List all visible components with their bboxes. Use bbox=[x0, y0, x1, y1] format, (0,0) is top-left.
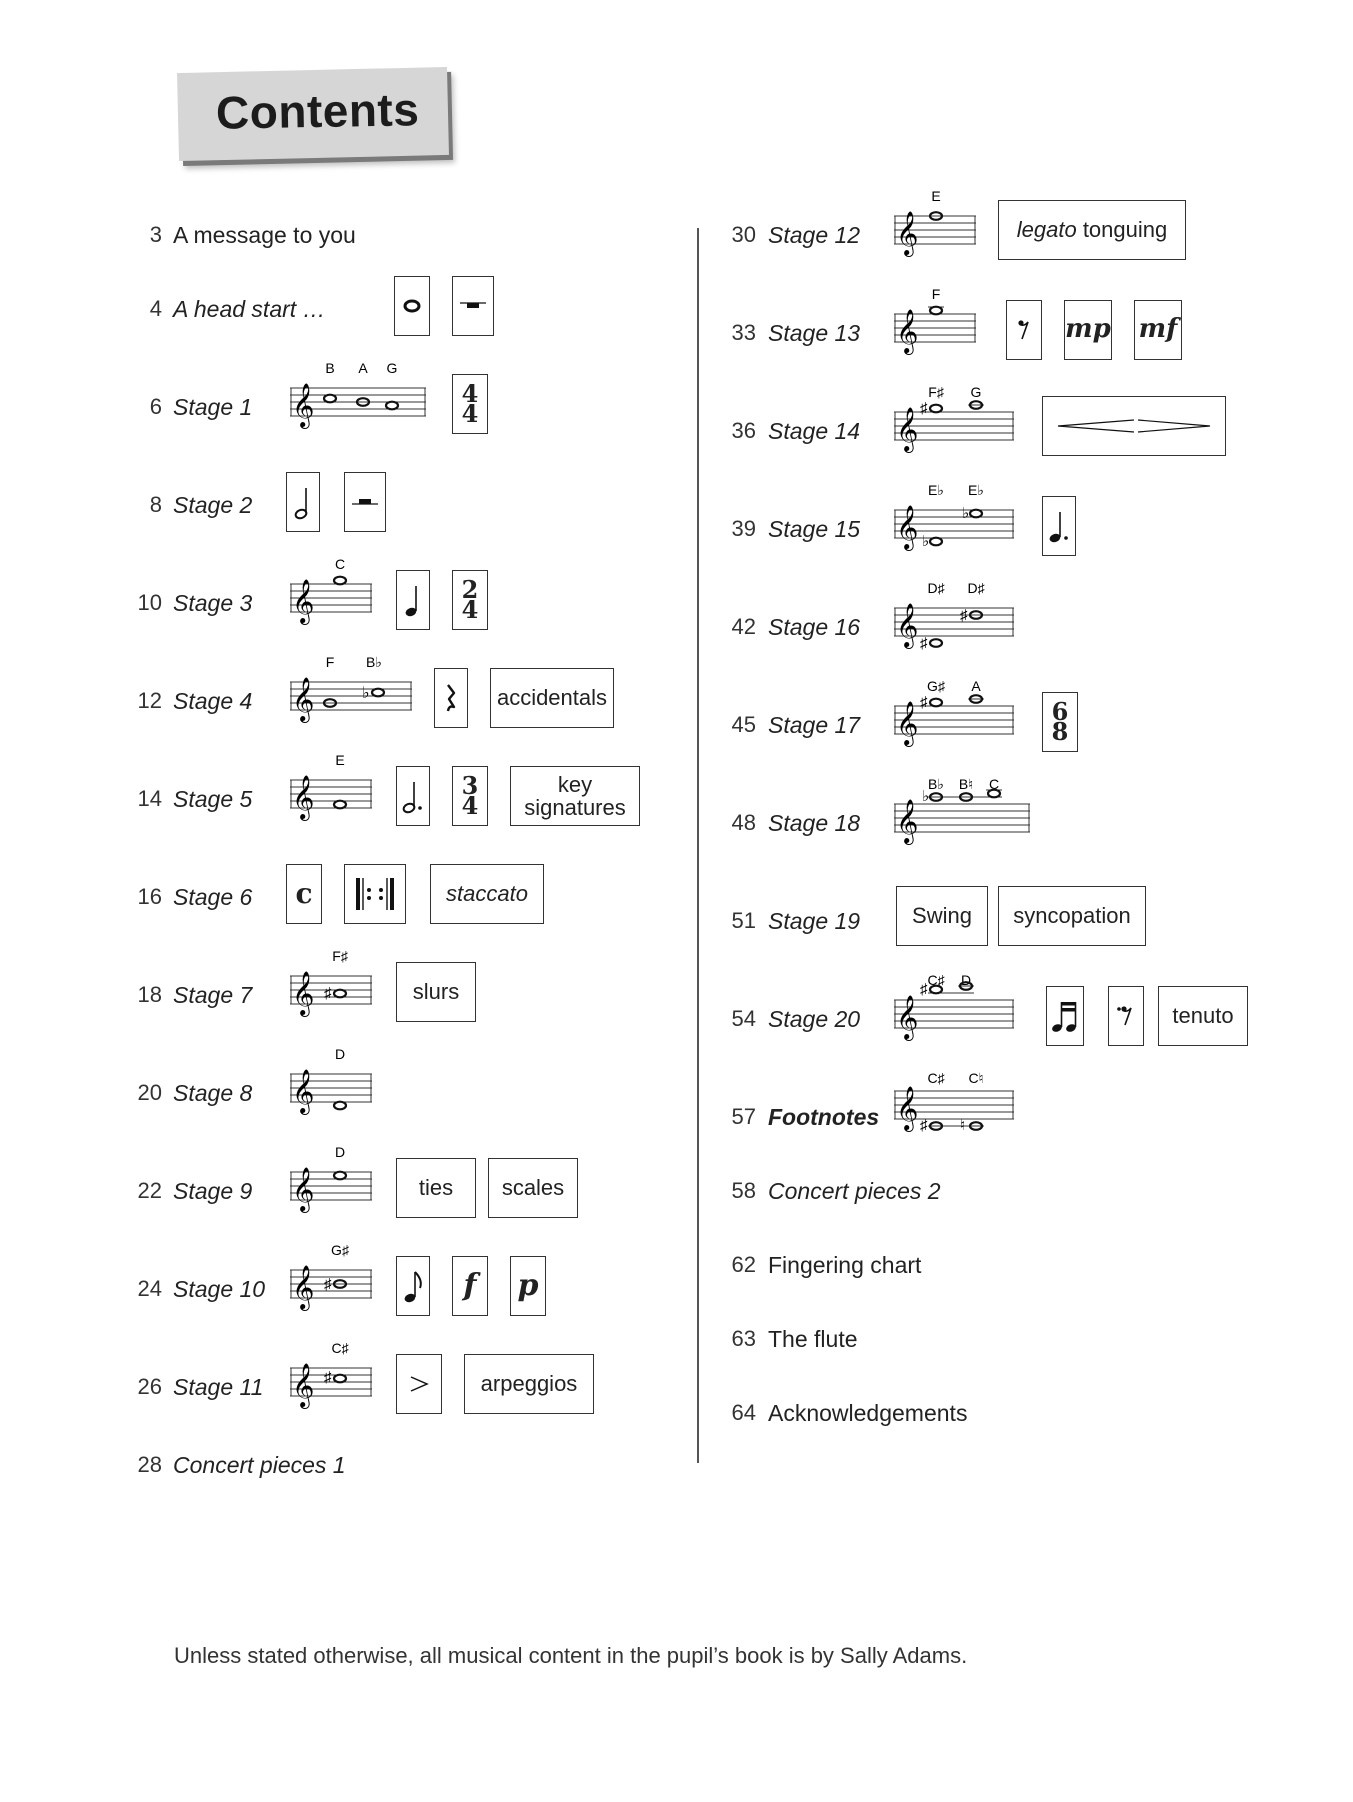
dotted-quarter-note-box bbox=[1042, 496, 1076, 556]
note-label: F♯ bbox=[332, 948, 348, 964]
page-number: 33 bbox=[731, 320, 756, 345]
note-label: G bbox=[386, 360, 398, 376]
entry-title: Stage 1 bbox=[173, 394, 253, 420]
page-number: 36 bbox=[731, 418, 756, 443]
page-number: 42 bbox=[731, 614, 756, 639]
dynamic-box bbox=[452, 1256, 488, 1316]
note-staff bbox=[894, 680, 1024, 756]
entry-title: Concert pieces 2 bbox=[768, 1178, 941, 1204]
eighth-note-box bbox=[396, 1256, 430, 1316]
treble-clef-icon: 𝄞 bbox=[896, 1086, 919, 1130]
note-label: E bbox=[335, 752, 345, 768]
sharp-icon: ♯ bbox=[920, 400, 928, 417]
entry-title: Acknowledgements bbox=[768, 1400, 968, 1426]
sharp-icon: ♯ bbox=[960, 607, 968, 624]
treble-clef-icon: 𝄞 bbox=[896, 407, 919, 451]
topic-label: staccato bbox=[446, 881, 528, 907]
sixteenth-notes-box bbox=[1046, 986, 1084, 1046]
page-number: 10 bbox=[137, 590, 162, 615]
note-label: E♭ bbox=[968, 482, 984, 498]
whole-note-icon bbox=[334, 577, 346, 585]
topic-box bbox=[396, 1158, 476, 1218]
time-signature-box bbox=[1042, 692, 1078, 752]
topic-label: syncopation bbox=[1013, 903, 1131, 929]
page-number: 26 bbox=[137, 1374, 162, 1399]
page-number: 22 bbox=[137, 1178, 162, 1203]
treble-clef-icon: 𝄞 bbox=[292, 579, 315, 623]
note-staff bbox=[894, 386, 1024, 462]
dotted-half-note-box bbox=[396, 766, 430, 826]
topic-label: scales bbox=[501, 1175, 565, 1201]
whole-note-icon bbox=[334, 1102, 346, 1110]
page-number: 30 bbox=[731, 222, 756, 247]
note-label: C♮ bbox=[968, 1070, 984, 1086]
whole-rest-box bbox=[452, 276, 494, 336]
treble-clef-icon: 𝄞 bbox=[292, 1363, 315, 1407]
note-staff bbox=[894, 778, 1034, 854]
entry-title: Stage 5 bbox=[173, 786, 253, 812]
eighth-note-icon bbox=[402, 1266, 424, 1306]
entry-title: A head start … bbox=[173, 296, 326, 322]
page-number: 39 bbox=[731, 516, 756, 541]
treble-clef-icon: 𝄞 bbox=[292, 677, 315, 721]
note-staff bbox=[894, 190, 1004, 266]
page-number: 62 bbox=[731, 1252, 756, 1277]
page-number: 54 bbox=[731, 1006, 756, 1031]
entry-title: Stage 8 bbox=[173, 1080, 253, 1106]
whole-note-icon bbox=[386, 402, 398, 410]
note-staff bbox=[290, 558, 400, 634]
time-signature: 3 4 bbox=[461, 770, 479, 820]
note-label: F♯ bbox=[928, 384, 944, 400]
note-label: E♭ bbox=[928, 482, 944, 498]
note-staff bbox=[290, 656, 430, 732]
treble-clef-icon: 𝄞 bbox=[896, 309, 919, 353]
page-number: 18 bbox=[137, 982, 162, 1007]
whole-note-icon bbox=[334, 990, 346, 998]
flat-icon: ♭ bbox=[362, 685, 370, 702]
page-number: 20 bbox=[137, 1080, 162, 1105]
topic-box bbox=[490, 668, 614, 728]
treble-clef-icon: 𝄞 bbox=[292, 1167, 315, 1211]
sharp-icon: ♯ bbox=[324, 1369, 332, 1386]
treble-clef-icon: 𝄞 bbox=[896, 995, 919, 1039]
dotted-eighth-rest-box bbox=[1108, 986, 1144, 1046]
treble-clef-icon: 𝄞 bbox=[292, 775, 315, 819]
entry-title: Stage 17 bbox=[768, 712, 861, 738]
entry-title: Stage 18 bbox=[768, 810, 861, 836]
dotted-eighth-rest-icon bbox=[1116, 1003, 1136, 1029]
page-number: 28 bbox=[137, 1452, 162, 1477]
page-number: 63 bbox=[731, 1326, 756, 1351]
page-number: 14 bbox=[137, 786, 162, 811]
topic-box bbox=[1158, 986, 1248, 1046]
flat-icon: ♭ bbox=[962, 505, 970, 522]
accent-box bbox=[396, 1354, 442, 1414]
note-label: D♯ bbox=[927, 580, 945, 596]
entry-title: Stage 12 bbox=[768, 222, 861, 248]
dynamic-marking: p bbox=[517, 1268, 539, 1304]
whole-note-icon bbox=[324, 395, 336, 403]
page-number: 8 bbox=[149, 492, 162, 517]
time-signature-box bbox=[452, 766, 488, 826]
entry-title: Stage 4 bbox=[173, 688, 253, 714]
note-staff bbox=[290, 1146, 400, 1222]
column-divider bbox=[697, 228, 699, 1463]
treble-clef-icon: 𝄞 bbox=[896, 211, 919, 255]
note-label: B bbox=[325, 360, 335, 376]
whole-note-icon bbox=[930, 307, 942, 315]
entry-title: Stage 14 bbox=[768, 418, 861, 444]
quarter-note-icon bbox=[403, 580, 423, 620]
entry-title: Stage 10 bbox=[173, 1276, 266, 1302]
note-staff bbox=[290, 1342, 400, 1418]
whole-note-icon bbox=[930, 538, 942, 546]
treble-clef-icon: 𝄞 bbox=[292, 383, 315, 427]
whole-rest-icon bbox=[458, 298, 488, 314]
quarter-note-box bbox=[396, 570, 430, 630]
topic-box bbox=[510, 766, 640, 826]
topic-label: slurs bbox=[412, 979, 460, 1005]
repeat-sign-icon bbox=[352, 876, 398, 912]
note-label: C bbox=[334, 556, 346, 572]
topic-box bbox=[488, 1158, 578, 1218]
note-label: A bbox=[358, 360, 368, 376]
note-label: C♯ bbox=[331, 1340, 349, 1356]
topic-label: Swing bbox=[912, 903, 972, 929]
topic-label: arpeggios bbox=[480, 1371, 578, 1397]
entry-title: The flute bbox=[768, 1326, 858, 1352]
crotchet-rest-box bbox=[434, 668, 468, 728]
topic-box bbox=[396, 962, 476, 1022]
topic-box bbox=[998, 200, 1186, 260]
time-signature: 6 8 bbox=[1051, 696, 1069, 746]
half-note-box bbox=[286, 472, 320, 532]
dynamic-marking: mf bbox=[1138, 314, 1178, 345]
page-number: 16 bbox=[137, 884, 162, 909]
note-label: D bbox=[334, 1046, 346, 1062]
repeat-sign-box bbox=[344, 864, 406, 924]
note-label: F bbox=[325, 654, 335, 670]
entry-title: A message to you bbox=[173, 222, 356, 248]
accent-icon bbox=[408, 1374, 430, 1394]
topic-box bbox=[998, 886, 1146, 946]
note-label: A bbox=[971, 678, 981, 694]
note-label: B♮ bbox=[958, 776, 974, 792]
page-title: Contents bbox=[215, 83, 420, 139]
topic-box bbox=[896, 886, 988, 946]
sixteenth-notes-icon bbox=[1051, 996, 1079, 1036]
topic-box bbox=[430, 864, 544, 924]
whole-note-icon bbox=[970, 510, 982, 518]
treble-clef-icon: 𝄞 bbox=[896, 799, 919, 843]
page-number: 6 bbox=[149, 394, 162, 419]
sharp-icon: ♯ bbox=[920, 694, 928, 711]
entry-title: Stage 3 bbox=[173, 590, 253, 616]
treble-clef-icon: 𝄞 bbox=[292, 1069, 315, 1113]
time-signature-box bbox=[452, 570, 488, 630]
half-rest-icon bbox=[350, 494, 380, 510]
note-staff bbox=[290, 1244, 400, 1320]
natural-icon: ♮ bbox=[960, 1117, 966, 1134]
crotchet-rest-icon bbox=[443, 681, 459, 715]
dynamic-box bbox=[1134, 300, 1182, 360]
whole-note-icon bbox=[930, 699, 942, 707]
whole-note-icon bbox=[372, 689, 384, 697]
crescendo-diminuendo-icon bbox=[1054, 416, 1214, 436]
note-label: E bbox=[931, 188, 941, 204]
page-number: 45 bbox=[731, 712, 756, 737]
page-number: 24 bbox=[137, 1276, 162, 1301]
note-label: F bbox=[931, 286, 941, 302]
time-signature: 2 4 bbox=[461, 574, 479, 624]
sharp-icon: ♯ bbox=[920, 981, 928, 998]
page-number: 57 bbox=[731, 1104, 756, 1129]
note-staff bbox=[290, 362, 430, 438]
note-label: G bbox=[970, 384, 982, 400]
page-number: 3 bbox=[149, 222, 162, 247]
note-label: D bbox=[960, 972, 972, 988]
entry-title: Footnotes bbox=[768, 1104, 880, 1130]
page-number: 4 bbox=[149, 296, 162, 321]
note-label: D bbox=[334, 1144, 346, 1160]
treble-clef-icon: 𝄞 bbox=[292, 1265, 315, 1309]
hairpins-box bbox=[1042, 396, 1226, 456]
entry-title: Concert pieces 1 bbox=[173, 1452, 346, 1478]
entry-title: Fingering chart bbox=[768, 1252, 922, 1278]
entry-title: Stage 6 bbox=[173, 884, 253, 910]
treble-clef-icon: 𝄞 bbox=[292, 971, 315, 1015]
dynamic-marking: mp bbox=[1065, 314, 1111, 345]
page-number: 64 bbox=[731, 1400, 756, 1425]
time-signature: 4 4 bbox=[461, 378, 479, 428]
footer-note: Unless stated otherwise, all musical content in the pupil’s book is by Sally Adams. bbox=[174, 1643, 968, 1668]
entry-title: Stage 7 bbox=[173, 982, 253, 1008]
whole-note-icon bbox=[402, 298, 422, 314]
entry-title: Stage 15 bbox=[768, 516, 861, 542]
sharp-icon: ♯ bbox=[920, 635, 928, 652]
note-staff bbox=[894, 1072, 1024, 1148]
entry-title: Stage 11 bbox=[173, 1374, 264, 1400]
topic-label: accidentals bbox=[496, 685, 608, 711]
note-staff bbox=[894, 484, 1024, 560]
eighth-rest-box bbox=[1006, 300, 1042, 360]
flat-icon: ♭ bbox=[922, 533, 930, 550]
half-note-icon bbox=[293, 482, 313, 522]
sharp-icon: ♯ bbox=[324, 985, 332, 1002]
entry-title: Stage 19 bbox=[768, 908, 861, 934]
treble-clef-icon: 𝄞 bbox=[896, 701, 919, 745]
page-number: 58 bbox=[731, 1178, 756, 1203]
topic-label: tenuto bbox=[1172, 1003, 1234, 1029]
note-staff bbox=[290, 754, 400, 830]
topic-label: legato tonguing bbox=[1016, 217, 1168, 243]
sharp-icon: ♯ bbox=[920, 1117, 928, 1134]
flat-icon: ♭ bbox=[922, 788, 930, 805]
dotted-half-note-icon bbox=[401, 776, 425, 816]
note-label: D♯ bbox=[967, 580, 985, 596]
whole-note-icon bbox=[930, 639, 942, 647]
eighth-rest-icon bbox=[1016, 317, 1032, 343]
entry-title: Stage 2 bbox=[173, 492, 253, 518]
note-staff bbox=[894, 582, 1024, 658]
whole-note-box bbox=[394, 276, 430, 336]
entry-title: Stage 20 bbox=[768, 1006, 861, 1032]
note-label: C bbox=[988, 776, 1000, 792]
common-time-box bbox=[286, 864, 322, 924]
treble-clef-icon: 𝄞 bbox=[896, 603, 919, 647]
entry-title: Stage 9 bbox=[173, 1178, 253, 1204]
time-signature-box bbox=[452, 374, 488, 434]
topic-label: ties bbox=[418, 1175, 454, 1201]
whole-note-icon bbox=[930, 405, 942, 413]
entry-title: Stage 16 bbox=[768, 614, 861, 640]
dynamic-box bbox=[510, 1256, 546, 1316]
note-label: B♭ bbox=[928, 776, 944, 792]
whole-note-icon bbox=[334, 801, 346, 809]
note-staff bbox=[894, 288, 1004, 364]
treble-clef-icon: 𝄞 bbox=[896, 505, 919, 549]
page-number: 51 bbox=[731, 908, 756, 933]
note-label: G♯ bbox=[927, 678, 945, 694]
entry-title: Stage 13 bbox=[768, 320, 861, 346]
topic-box bbox=[464, 1354, 594, 1414]
page-number: 48 bbox=[731, 810, 756, 835]
whole-note-icon bbox=[334, 1172, 346, 1180]
note-label: B♭ bbox=[366, 654, 382, 670]
common-time-symbol: c bbox=[295, 877, 313, 911]
dotted-quarter-note-icon bbox=[1047, 506, 1071, 546]
note-staff bbox=[290, 950, 400, 1026]
topic-label: key signatures bbox=[524, 771, 626, 820]
note-label: C♯ bbox=[927, 1070, 945, 1086]
page-number: 12 bbox=[137, 688, 162, 713]
note-label: C♯ bbox=[927, 972, 945, 988]
note-label: G♯ bbox=[331, 1242, 349, 1258]
note-staff bbox=[290, 1048, 400, 1124]
dynamic-box bbox=[1064, 300, 1112, 360]
note-staff bbox=[894, 974, 1024, 1050]
whole-note-icon bbox=[334, 1375, 346, 1383]
dynamic-marking: f bbox=[463, 1268, 477, 1304]
sharp-icon: ♯ bbox=[324, 1276, 332, 1293]
half-rest-box bbox=[344, 472, 386, 532]
